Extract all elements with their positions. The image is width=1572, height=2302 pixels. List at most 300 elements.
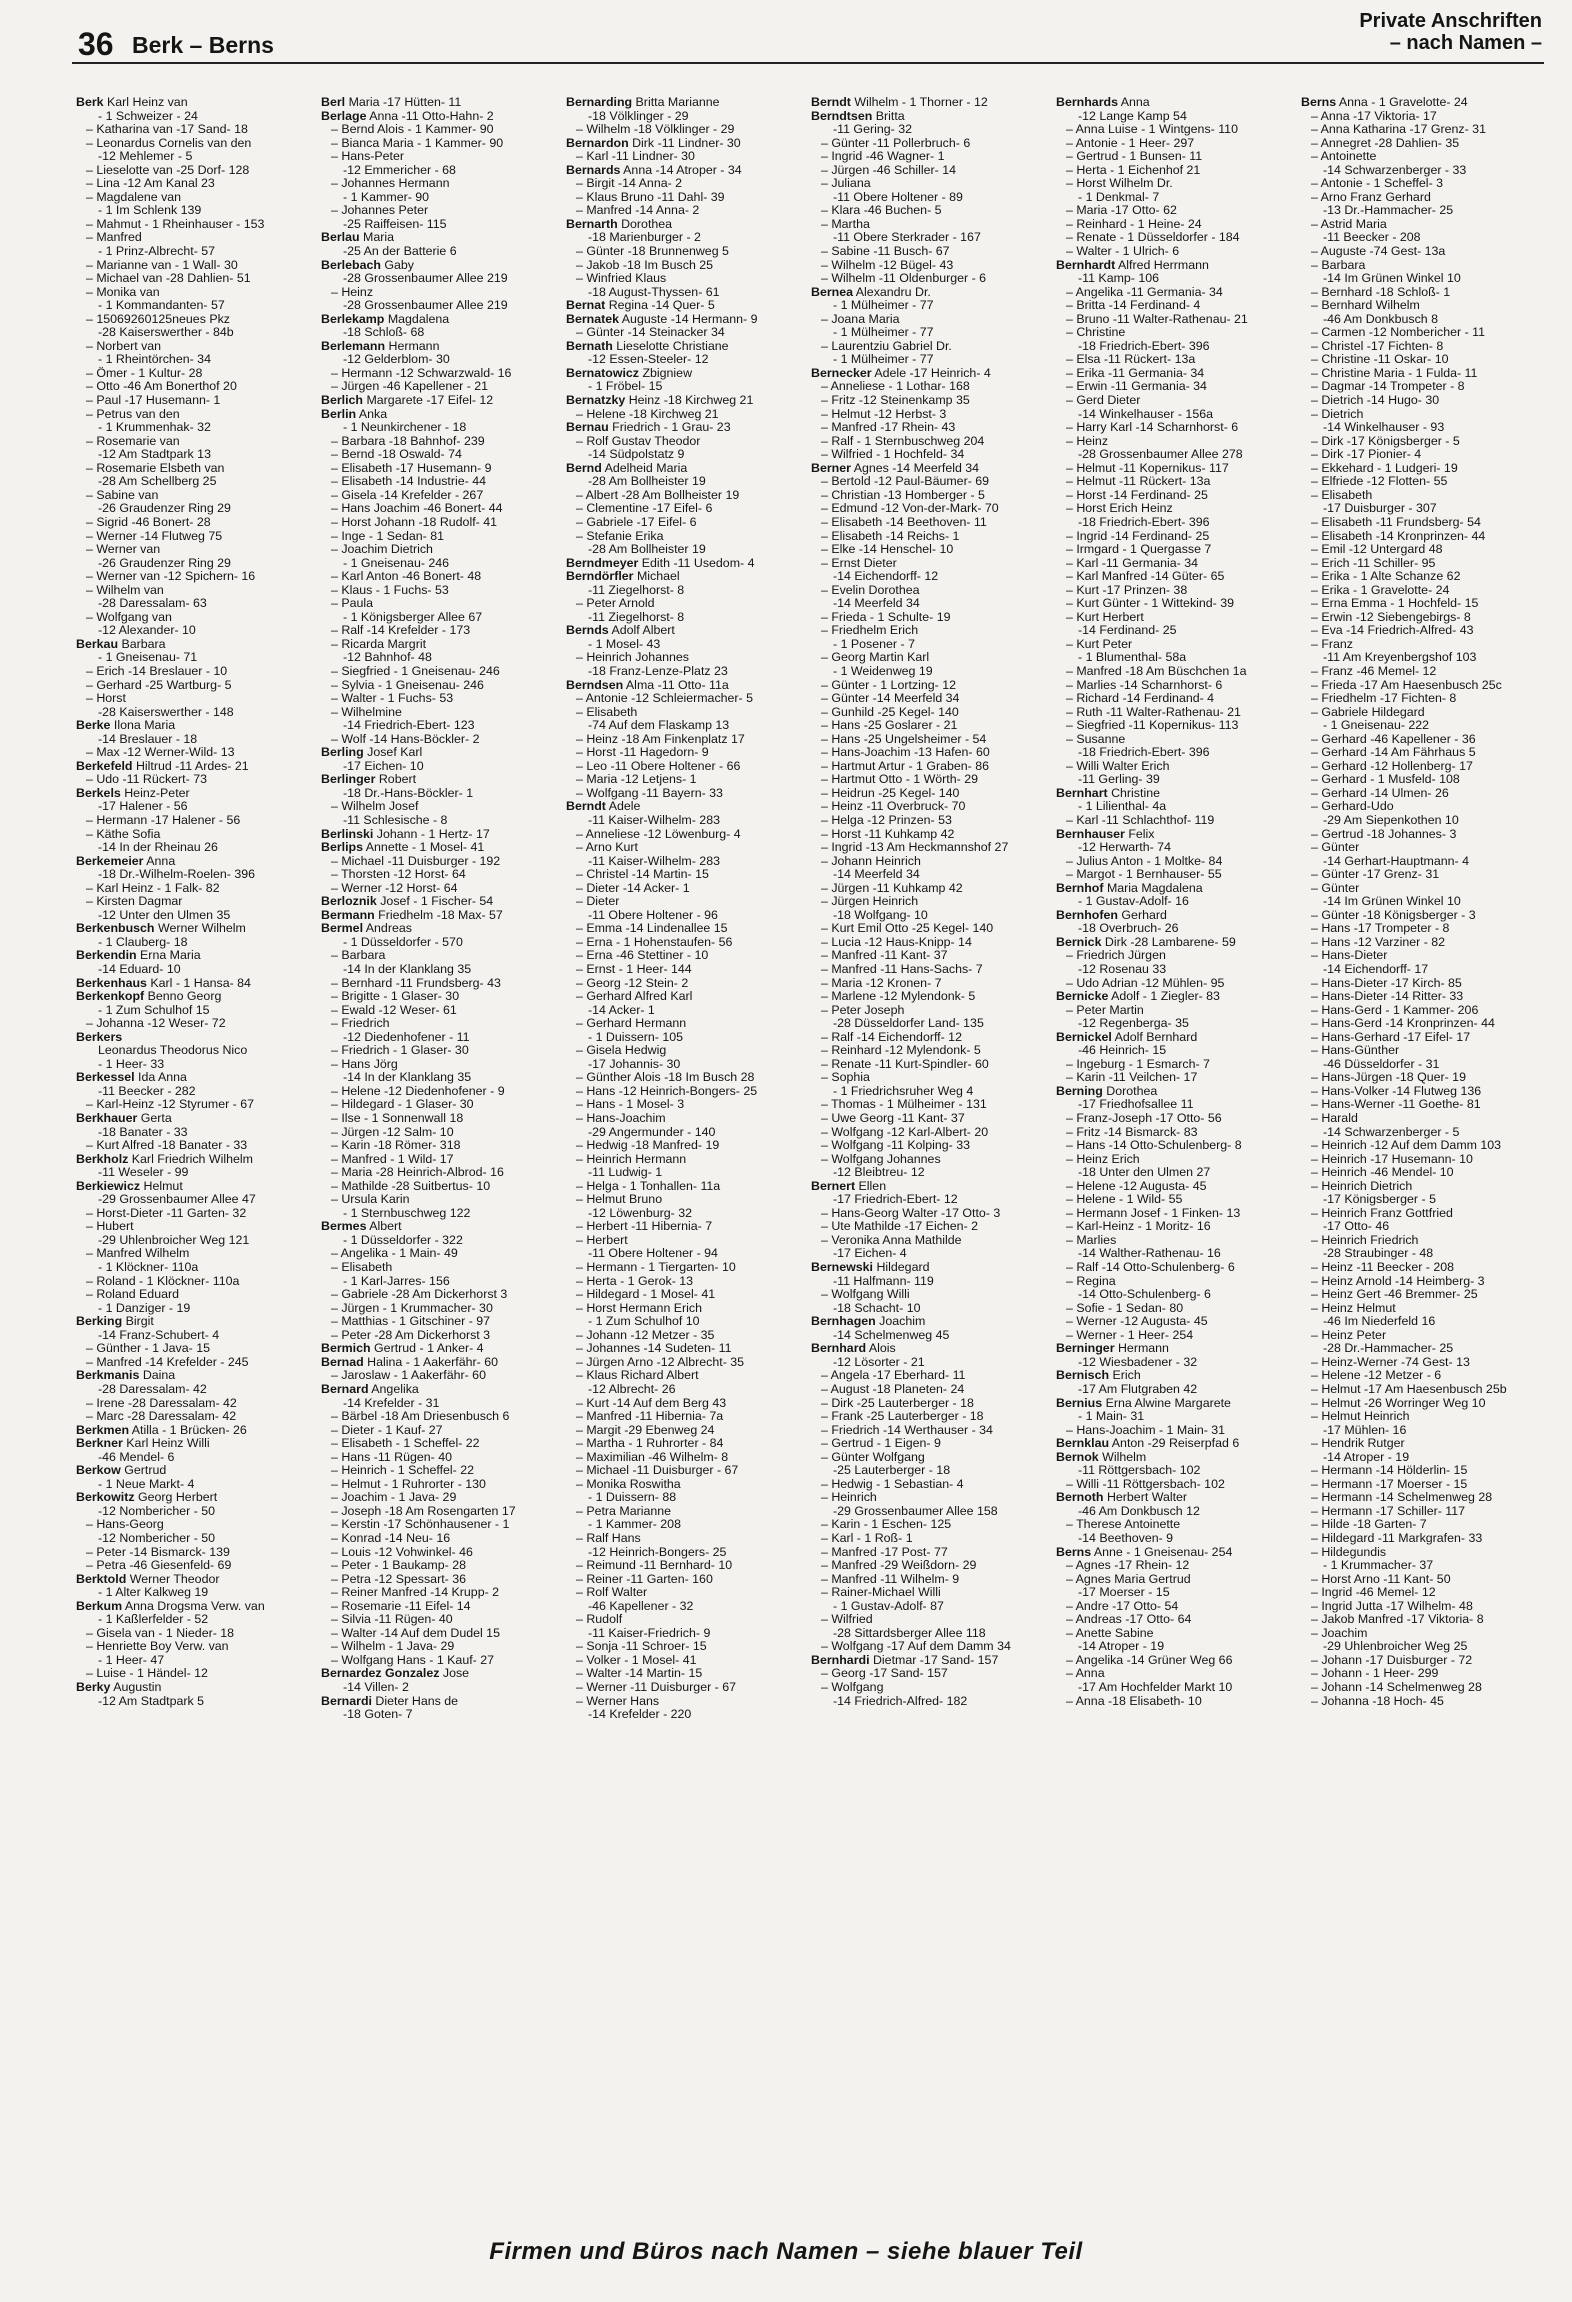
sub-entry: – Johann Heinrich (821, 853, 921, 868)
entry-details: Werner Wilhelm (157, 921, 246, 936)
entry-continuation: -17 Mühlen- 16 (1323, 1422, 1407, 1437)
entry-details: Friedhelm -18 Max- 57 (378, 907, 503, 922)
sub-entry: – Gerhard - 1 Musfeld- 108 (1311, 772, 1460, 787)
sub-entry: – Karl -11 Lindner- 30 (576, 149, 695, 164)
entry-continuation: - 1 Clauberg- 18 (98, 934, 188, 949)
sub-entry: – Horst -11 Hagedorn- 9 (576, 745, 709, 760)
entry-continuation: - 1 Krummenhak- 32 (98, 420, 211, 435)
sub-entry: – Helmut -11 Kopernikus- 117 (1066, 460, 1229, 475)
directory-entry (76, 1600, 303, 1614)
entry-continuation: -11 Kaiser-Friedrich- 9 (588, 1625, 711, 1640)
directory-entry (566, 299, 793, 313)
directory-entry (321, 828, 548, 842)
sub-entry: – Hendrik Rutger (1311, 1436, 1405, 1451)
sub-entry: – Joachim (1311, 1625, 1368, 1640)
surname: Berkowitz (76, 1490, 135, 1505)
directory-entry (811, 1261, 1038, 1275)
sub-entry: – Silvia -11 Rügen- 40 (331, 1612, 453, 1627)
sub-entry: – Rosemarie -11 Eifel- 14 (331, 1598, 471, 1613)
sub-entry: – Eva -14 Friedrich-Alfred- 43 (1311, 623, 1474, 638)
sub-entry: – Heinrich (821, 1490, 877, 1505)
entry-details: Benno Georg (147, 989, 222, 1004)
entry-continuation: -46 Am Donkbusch 8 (1323, 311, 1439, 326)
entry-continuation: -46 Kapellener - 32 (588, 1598, 694, 1613)
sub-entry: – August -18 Planeten- 24 (821, 1381, 965, 1396)
surname: Berlich (321, 393, 364, 408)
directory-entry (811, 367, 1038, 381)
entry-continuation: - 1 Kammer- 90 (343, 189, 430, 204)
sub-entry: – Ralf -14 Eichendorff- 12 (821, 1029, 962, 1044)
directory-entry (321, 909, 548, 923)
sub-entry: – Reinhard - 1 Heine- 24 (1066, 216, 1202, 231)
entry-continuation: -17 Friedrich-Ebert- 12 (833, 1192, 958, 1207)
sub-entry: – Stefanie Erika (576, 528, 664, 543)
sub-entry: – Erwin -11 Germania- 34 (1066, 379, 1207, 394)
sub-entry: – Günter -14 Steinacker 34 (576, 325, 725, 340)
directory-entry (321, 1220, 548, 1234)
entry-details: Albert (369, 1219, 402, 1234)
entry-continuation: -28 Am Bollheister 19 (588, 542, 706, 557)
sub-entry: – Angelika -11 Germania- 34 (1066, 284, 1223, 299)
entry-continuation: -14 Breslauer - 18 (98, 731, 198, 746)
sub-entry: – Ilse - 1 Sonnenwall 18 (331, 1111, 464, 1126)
surname: Berlinski (321, 826, 374, 841)
sub-entry: – Thomas - 1 Mülheimer - 131 (821, 1097, 987, 1112)
sub-entry: – Horst Johann -18 Rudolf- 41 (331, 514, 497, 529)
sub-entry: – Karl Anton -46 Bonert- 48 (331, 569, 482, 584)
entry-continuation: -11 Obere Holtener - 89 (833, 189, 963, 204)
sub-entry: – Anna (1066, 1666, 1105, 1681)
sub-entry: – Kurt Emil Otto -25 Kegel- 140 (821, 921, 994, 936)
sub-entry: – Marlies (1066, 1232, 1117, 1247)
entry-continuation: -14 Schwarzenberger - 5 (1323, 1124, 1460, 1139)
entry-continuation: - 1 Mülheimer - 77 (833, 298, 934, 313)
directory-entry (321, 841, 548, 855)
directory-entry (1056, 1369, 1283, 1383)
entry-continuation: -12 Lange Kamp 54 (1078, 108, 1187, 123)
sub-entry: – Elisabeth -17 Husemann- 9 (331, 460, 492, 475)
entry-continuation: -12 Wiesbadener - 32 (1078, 1354, 1198, 1369)
sub-entry: – Heinz-Werner -74 Gest- 13 (1311, 1354, 1470, 1369)
sub-entry: – Elisabeth -14 Kronprinzen- 44 (1311, 528, 1486, 543)
sub-entry: – Ursula Karin (331, 1192, 410, 1207)
sub-entry: – Walter - 1 Fuchs- 53 (331, 691, 454, 706)
sub-entry: – Bernd -18 Oswald- 74 (331, 447, 462, 462)
surname: Berndsen (566, 677, 624, 692)
sub-entry: – Heinz Arnold -14 Heimberg- 3 (1311, 1273, 1485, 1288)
directory-entry (1056, 1451, 1283, 1465)
entry-details: Agnes -14 Meerfeld 34 (853, 460, 980, 475)
sub-entry: – Clementine -17 Eifel- 6 (576, 501, 713, 516)
sub-entry: – Elfriede -12 Flotten- 55 (1311, 474, 1448, 489)
sub-entry: – Manfred Wilhelm (86, 1246, 190, 1261)
entry-continuation: -12 Bleibtreu- 12 (833, 1165, 925, 1180)
entry-continuation: -17 Otto- 46 (1323, 1219, 1390, 1234)
entry-details: Lieselotte Christiane (616, 338, 729, 353)
sub-entry: – Heinrich Johannes (576, 650, 689, 665)
sub-entry: – Winfried Klaus (576, 271, 667, 286)
directory-entry (321, 96, 548, 110)
surname: Bernhard (811, 1341, 867, 1356)
sub-entry: – Heinz -11 Overbruck- 70 (821, 799, 966, 814)
sub-entry: – Jakob -18 Im Busch 25 (576, 257, 714, 272)
sub-entry: – Hans-Dieter -14 Ritter- 33 (1311, 989, 1464, 1004)
sub-entry: – Karl Heinz - 1 Falk- 82 (86, 880, 220, 895)
entry-continuation: - 1 Rheintörchen- 34 (98, 352, 211, 367)
entry-continuation: -17 Königsberger - 5 (1323, 1192, 1436, 1207)
entry-details: Halina - 1 Aakerfähr- 60 (367, 1354, 499, 1369)
sub-entry: – Erna Emma - 1 Hochfeld- 15 (1311, 596, 1479, 611)
sub-entry: – Peter -28 Am Dickerhorst 3 (331, 1327, 491, 1342)
entry-continuation: -11 Weseler - 99 (98, 1165, 189, 1180)
entry-details: Hildegard (876, 1260, 930, 1275)
sub-entry: – Max -12 Werner-Wild- 13 (86, 745, 235, 760)
entry-details: Edith -11 Usedom- 4 (641, 555, 755, 570)
entry-continuation: -14 Schelmenweg 45 (833, 1327, 950, 1342)
sub-entry: – Siegfried - 1 Gneisenau- 246 (331, 663, 500, 678)
sub-entry: – Anna Katharina -17 Grenz- 31 (1311, 122, 1486, 137)
entry-details: Hiltrud -11 Ardes- 21 (135, 758, 249, 773)
sub-entry: – 15069260125neues Pkz (86, 311, 230, 326)
sub-entry: – Hans-Werner -11 Goethe- 81 (1311, 1097, 1481, 1112)
entry-details: Karl Heinz Willi (126, 1436, 210, 1451)
sub-entry: – Christine Maria - 1 Fulda- 11 (1311, 365, 1478, 380)
sub-entry: – Joachim - 1 Java- 29 (331, 1490, 457, 1505)
sub-entry: – Otto -46 Am Bonerthof 20 (86, 379, 237, 394)
directory-column (1301, 96, 1546, 2196)
surname: Bernatek (566, 311, 620, 326)
sub-entry: – Heinrich Dietrich (1311, 1178, 1413, 1193)
directory-entry (566, 679, 793, 693)
sub-entry: – Sofie - 1 Sedan- 80 (1066, 1300, 1184, 1315)
sub-entry: – Rolf Walter (576, 1585, 648, 1600)
directory-entry (76, 1180, 303, 1194)
entry-continuation: -12 Nombericher - 50 (98, 1503, 216, 1518)
sub-entry: – Heinrich Hermann (576, 1151, 687, 1166)
directory-entry (321, 773, 548, 787)
entry-continuation: -11 Ziegelhorst- 8 (588, 609, 685, 624)
sub-entry: – Harry Karl -14 Scharnhorst- 6 (1066, 420, 1239, 435)
sub-entry: – Rosemarie van (86, 433, 180, 448)
surname: Berky (76, 1679, 111, 1694)
directory-entry (566, 313, 793, 327)
sub-entry: – Ingrid -14 Ferdinand- 25 (1066, 528, 1210, 543)
entry-details: Helmut (143, 1178, 183, 1193)
sub-entry: – Magdalene van (86, 189, 182, 204)
entry-continuation: - 1 Weidenweg 19 (833, 663, 933, 678)
sub-entry: – Arno Franz Gerhard (1311, 189, 1431, 204)
entry-details: Anna -14 Atroper - 34 (623, 162, 742, 177)
entry-continuation: -18 Overbruch- 26 (1078, 921, 1179, 936)
entry-continuation: - 1 Heer- 33 (98, 1056, 165, 1071)
surname: Berlin (321, 406, 357, 421)
sub-entry: – Willi -11 Röttgersbach- 102 (1066, 1476, 1225, 1491)
sub-entry: – Jürgen -46 Kapellener - 21 (331, 379, 489, 394)
sub-entry: – Erika - 1 Alte Schanze 62 (1311, 569, 1461, 584)
sub-entry: – Dirk -17 Königsberger - 5 (1311, 433, 1460, 448)
directory-entry (76, 96, 303, 110)
entry-continuation: -14 Beethoven- 9 (1078, 1530, 1174, 1545)
entry-continuation: - 1 Alter Kalkweg 19 (98, 1585, 209, 1600)
entry-details: Erna Maria (140, 948, 201, 963)
entry-details: Erna Alwine Margarete (1105, 1395, 1231, 1410)
entry-details: Annette - 1 Mosel- 41 (365, 840, 485, 855)
entry-details: Karl - 1 Hansa- 84 (150, 975, 251, 990)
entry-details: Birgit (125, 1314, 154, 1329)
sub-entry: – Michael -11 Duisburger - 67 (576, 1463, 739, 1478)
sub-entry: – Wilhelm van (86, 582, 164, 597)
section-title (1359, 10, 1542, 54)
sub-entry: – Helmut Bruno (576, 1192, 663, 1207)
sub-entry: – Barbara -18 Bahnhof- 239 (331, 433, 485, 448)
sub-entry: – Manfred -14 Krefelder - 245 (86, 1354, 249, 1369)
sub-entry: – Hans-Volker -14 Flutweg 136 (1311, 1083, 1482, 1098)
directory-entry (76, 1153, 303, 1167)
sub-entry: – Inge - 1 Sedan- 81 (331, 528, 444, 543)
entry-details: Adolf Albert (611, 623, 675, 638)
sub-entry: – Elisabeth (1311, 487, 1373, 502)
directory-entry (1056, 936, 1283, 950)
entry-details: Ida Anna (138, 1070, 187, 1085)
sub-entry: – Dagmar -14 Trompeter - 8 (1311, 379, 1465, 394)
entry-continuation: - 1 Neunkirchener - 18 (343, 420, 467, 435)
directory-entry (1056, 1546, 1283, 1560)
sub-entry: – Helmut -26 Worringer Weg 10 (1311, 1395, 1486, 1410)
sub-entry: – Klara -46 Buchen- 5 (821, 203, 942, 218)
sub-entry: – Hartmut Artur - 1 Graben- 86 (821, 758, 990, 773)
entry-continuation: -28 Am Bollheister 19 (588, 474, 706, 489)
entry-details: Adolf - 1 Ziegler- 83 (1111, 989, 1220, 1004)
sub-entry: – Bernhard -18 Schloß- 1 (1311, 284, 1451, 299)
directory-entry (566, 164, 793, 178)
directory-entry (76, 1491, 303, 1505)
entry-continuation: -18 Goten- 7 (343, 1707, 413, 1722)
sub-entry: – Helene -12 Metzer - 6 (1311, 1368, 1442, 1383)
entry-continuation: -18 Dr.-Hans-Böckler- 1 (343, 785, 474, 800)
sub-entry: – Franz -46 Memel- 12 (1311, 663, 1437, 678)
entry-continuation: -29 Am Siepenkothen 10 (1323, 812, 1459, 827)
sub-entry: – Hans -25 Ungelsheimer - 54 (821, 731, 987, 746)
surname: Bernardi (321, 1693, 372, 1708)
entry-continuation: -28 Daressalam- 63 (98, 596, 207, 611)
sub-entry: – Rosemarie Elsbeth van (86, 460, 225, 475)
entry-continuation: -28 Straubinger - 48 (1323, 1246, 1434, 1261)
sub-entry: – Kurt Herbert (1066, 609, 1144, 624)
sub-entry: – Heinz -11 Beecker - 208 (1311, 1260, 1455, 1275)
directory-entry (76, 760, 303, 774)
entry-continuation: -14 Friedrich-Alfred- 182 (833, 1693, 968, 1708)
sub-entry: – Therese Antoinette (1066, 1517, 1181, 1532)
sub-entry: – Dirk -17 Pionier- 4 (1311, 447, 1422, 462)
sub-entry: – Bernhard -11 Frundsberg- 43 (331, 975, 501, 990)
entry-continuation: - 1 Kommandanten- 57 (98, 298, 225, 313)
sub-entry: – Karl - 1 Roß- 1 (821, 1530, 913, 1545)
entry-continuation: -14 Acker- 1 (588, 1002, 655, 1017)
sub-entry: – Ingrid -13 Am Heckmannshof 27 (821, 840, 1009, 855)
sub-entry: – Reinhard -12 Mylendonk- 5 (821, 1043, 981, 1058)
sub-entry: – Michael van -28 Dahlien- 51 (86, 271, 251, 286)
surname: Bernick (1056, 934, 1102, 949)
sub-entry: – Friedhelm -17 Fichten- 8 (1311, 691, 1457, 706)
surname: Berloznik (321, 894, 377, 909)
sub-entry: – Wilfried - 1 Hochfeld- 34 (821, 447, 965, 462)
sub-entry: – Peter -14 Bismarck- 139 (86, 1544, 230, 1559)
sub-entry: – Hans -11 Rügen- 40 (331, 1449, 452, 1464)
sub-entry: – Christel -14 Martin- 15 (576, 867, 709, 882)
sub-entry: – Horst Arno -11 Kant- 50 (1311, 1571, 1451, 1586)
sub-entry: – Angela -17 Eberhard- 11 (821, 1368, 966, 1383)
surname: Berking (76, 1314, 123, 1329)
sub-entry: – Ralf -14 Otto-Schulenberg- 6 (1066, 1260, 1235, 1275)
entry-continuation: -17 Duisburger - 307 (1323, 501, 1437, 516)
sub-entry: – Horst Erich Heinz (1066, 501, 1173, 516)
sub-entry: – Petrus van den (86, 406, 180, 421)
sub-entry: – Lucia -12 Haus-Knipp- 14 (821, 934, 972, 949)
entry-continuation: -18 Friedrich-Ebert- 396 (1078, 745, 1210, 760)
sub-entry: – Johann - 1 Heer- 299 (1311, 1666, 1439, 1681)
sub-entry: – Christel -17 Fichten- 8 (1311, 338, 1444, 353)
sub-entry: – Günter - 1 Lortzing- 12 (821, 677, 956, 692)
surname: Bernard (321, 1381, 369, 1396)
entry-details: Gaby (384, 257, 414, 272)
sub-entry: – Antonie - 1 Heer- 297 (1066, 135, 1195, 150)
entry-continuation: -14 Meerfeld 34 (833, 867, 920, 882)
entry-continuation: - 1 Duissern- 88 (588, 1490, 677, 1505)
sub-entry: – Günter -14 Meerfeld 34 (821, 691, 960, 706)
directory-entry (76, 719, 303, 733)
sub-entry: – Maria -17 Otto- 62 (1066, 203, 1177, 218)
sub-entry: – Christine -11 Oskar- 10 (1311, 352, 1449, 367)
sub-entry: – Hans-Georg (86, 1517, 164, 1532)
sub-entry: – Paul -17 Husemann- 1 (86, 393, 221, 408)
entry-continuation: -11 Kaiser-Wilhelm- 283 (588, 812, 720, 827)
sub-entry: – Wilhelm -18 Völklinger - 29 (576, 122, 735, 137)
directory-entry (811, 1180, 1038, 1194)
entry-details: Zbigniew (642, 365, 693, 380)
surname: Berlau (321, 230, 360, 245)
surname: Bernat (566, 298, 606, 313)
directory-entry (321, 394, 548, 408)
directory-entry (321, 895, 548, 909)
directory-entry (321, 1667, 548, 1681)
entry-continuation: -46 Im Niederfeld 16 (1323, 1314, 1436, 1329)
sub-entry: – Anna -17 Viktoria- 17 (1311, 108, 1437, 123)
sub-entry: – Friedrich (331, 1016, 390, 1031)
entry-details: Anne - 1 Gneisenau- 254 (1093, 1544, 1233, 1559)
sub-entry: – Frank -25 Lauterberger - 18 (821, 1409, 984, 1424)
sub-entry: – Maria -12 Kronen- 7 (821, 975, 942, 990)
sub-entry: – Lieselotte van -25 Dorf- 128 (86, 162, 250, 177)
sub-entry: – Kerstin -17 Schönhausener - 1 (331, 1517, 510, 1532)
entry-continuation: -17 Halener - 56 (98, 799, 188, 814)
entry-continuation: - 1 Düsseldorfer - 570 (343, 934, 463, 949)
sub-entry: – Hermann Josef - 1 Finken- 13 (1066, 1205, 1241, 1220)
sub-entry: – Elisabeth -11 Frundsberg- 54 (1311, 514, 1481, 529)
entry-continuation: - 1 Mülheimer - 77 (833, 325, 934, 340)
entry-details: Gerta (140, 1111, 172, 1126)
entry-continuation: - 1 Lilienthal- 4a (1078, 799, 1167, 814)
surname: Bernath (566, 338, 613, 353)
sub-entry: – Manfred -11 Wilhelm- 9 (821, 1571, 960, 1586)
sub-entry: – Kurt -17 Prinzen- 38 (1066, 582, 1188, 597)
sub-entry: – Georg -17 Sand- 157 (821, 1666, 948, 1681)
entry-details: Jose (442, 1666, 470, 1681)
entry-details: Adele -17 Heinrich- 4 (874, 365, 991, 380)
sub-entry: – Emma -14 Lindenallee 15 (576, 921, 728, 936)
sub-entry: – Wilhelm -11 Oldenburger - 6 (821, 271, 987, 286)
sub-entry: – Günter (1311, 840, 1360, 855)
surname: Berndt (811, 96, 851, 109)
entry-continuation: - 1 Gneisenau- 222 (1323, 718, 1430, 733)
sub-entry: – Horst Hermann Erich (576, 1300, 703, 1315)
sub-entry: – Jürgen - 1 Krummacher- 30 (331, 1300, 493, 1315)
sub-entry: – Norbert van (86, 338, 162, 353)
sub-entry: – Ernst - 1 Heer- 144 (576, 962, 692, 976)
surname: Bernardon (566, 135, 629, 150)
sub-entry: – Werner van (86, 542, 161, 557)
directory-entry (76, 1071, 303, 1085)
sub-entry: – Wilhelm Josef (331, 799, 419, 814)
entry-continuation: - 1 Zum Schulhof 15 (98, 1002, 210, 1017)
directory-entry (76, 1112, 303, 1126)
surname: Berkessel (76, 1070, 135, 1085)
page-header (72, 0, 1544, 64)
sub-entry: – Agnes -17 Rhein- 12 (1066, 1558, 1190, 1573)
directory-entry (1056, 828, 1283, 842)
entry-details: Anna - 1 Gravelotte- 24 (1338, 96, 1468, 109)
directory-entry (566, 800, 793, 814)
directory-entry (811, 286, 1038, 300)
surname: Bernatzky (566, 393, 626, 408)
sub-entry: – Udo Adrian -12 Mühlen- 95 (1066, 975, 1225, 990)
entry-continuation: -18 Franz-Lenze-Platz 23 (588, 663, 728, 678)
sub-entry: – Walter -14 Auf dem Dudel 15 (331, 1625, 500, 1640)
surname: Berner (811, 460, 851, 475)
sub-entry: – Maria -28 Heinrich-Albrod- 16 (331, 1165, 504, 1180)
sub-entry: – Gabriele -17 Eifel- 6 (576, 514, 697, 529)
entry-details: Regina -14 Quer- 5 (608, 298, 715, 313)
surname: Bernhards (1056, 96, 1118, 109)
directory-column (76, 96, 321, 2196)
entry-continuation: -18 Völklinger - 29 (588, 108, 689, 123)
sub-entry: – Jakob Manfred -17 Viktoria- 8 (1311, 1612, 1484, 1627)
directory-entry (1056, 1491, 1283, 1505)
sub-entry: – Karl -11 Schlachthof- 119 (1066, 812, 1215, 827)
entry-details: Wilhelm (1102, 1449, 1147, 1464)
sub-entry: – Barbara (331, 948, 386, 963)
surname: Bernhart (1056, 785, 1108, 800)
sub-entry: – Wolfgang -12 Karl-Albert- 20 (821, 1124, 989, 1139)
entry-details: Josef - 1 Fischer- 54 (380, 894, 494, 909)
sub-entry: – Evelin Dorothea (821, 582, 920, 597)
sub-entry: – Monika Roswitha (576, 1476, 681, 1491)
surname: Berkau (76, 636, 119, 651)
entry-details: Karl Heinz van (107, 96, 188, 109)
sub-entry: – Heinrich - 1 Scheffel- 22 (331, 1463, 475, 1478)
entry-continuation: -28 Daressalam- 42 (98, 1381, 207, 1396)
directory-columns (76, 96, 1546, 2196)
sub-entry: – Ingeburg - 1 Esmarch- 7 (1066, 1056, 1210, 1071)
sub-entry: – Bianca Maria - 1 Kammer- 90 (331, 135, 504, 150)
surname: Bernert (811, 1178, 856, 1193)
directory-entry (76, 1369, 303, 1383)
surname: Berning (1056, 1083, 1103, 1098)
directory-entry (566, 137, 793, 151)
surname: Berktold (76, 1571, 127, 1586)
entry-details: Anna (146, 853, 176, 868)
sub-entry: – Heinz Peter (1311, 1327, 1387, 1342)
sub-entry: – Ernst Dieter (821, 555, 897, 570)
